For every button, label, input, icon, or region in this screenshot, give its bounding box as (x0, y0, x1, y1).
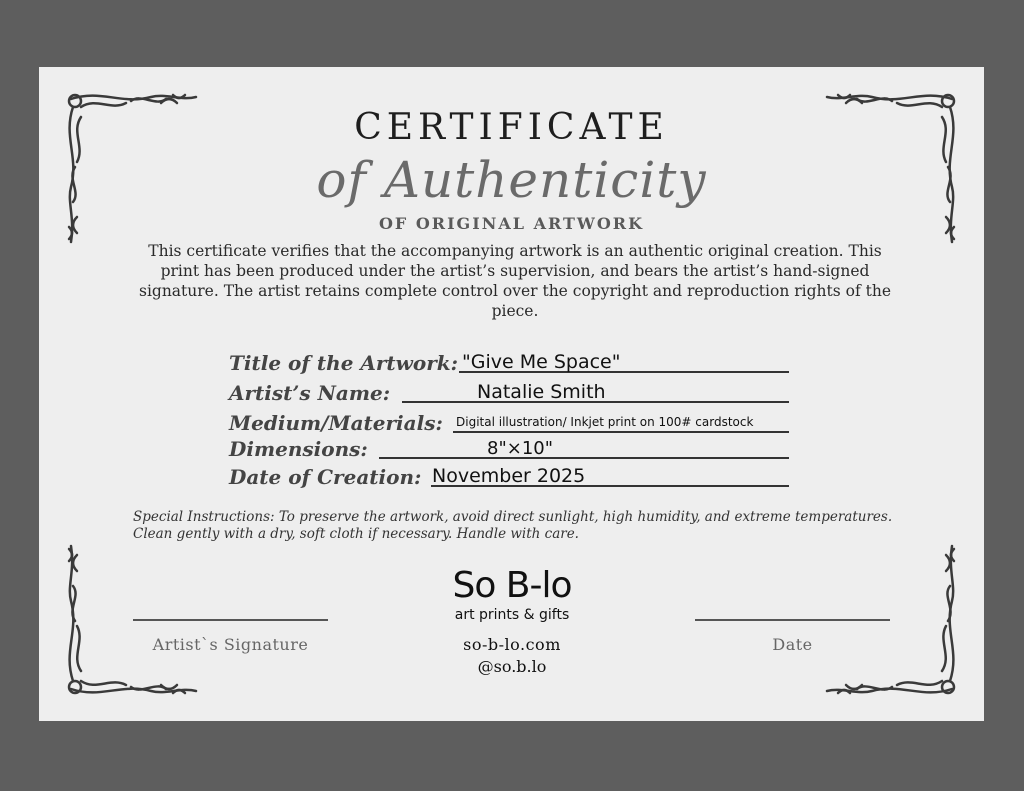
field-date-value: November 2025 (432, 465, 586, 487)
field-date (229, 463, 794, 489)
field-medium-value: Digital illustration/ Inkjet print on 100# cardstock (456, 415, 754, 429)
field-artist-value: Natalie Smith (477, 381, 606, 403)
field-title-label: Title of the Artwork: (229, 351, 459, 375)
field-dimensions-label: Dimensions: (229, 437, 368, 461)
certificate-script-title: of Authenticity (316, 151, 707, 209)
field-title-value: "Give Me Space" (462, 351, 621, 373)
field-artist-label: Artist’s Name: (229, 381, 391, 405)
field-medium-label: Medium/Materials: (229, 411, 443, 435)
brand-handle: @so.b.lo (477, 657, 547, 676)
special-instructions: Special Instructions: To preserve the artwork, avoid direct sunlight, high humidity, and extreme temperatures. Clean gently with a dry, soft cloth if necessary. Handle with care. (133, 509, 893, 542)
field-title (229, 349, 794, 375)
field-artist (229, 379, 794, 405)
brand-website: so-b-lo.com (463, 635, 561, 654)
certificate (39, 67, 984, 721)
date-signature-line (695, 619, 890, 621)
artist-signature-line (133, 619, 328, 621)
field-dimensions (229, 435, 794, 461)
brand-name: So B-lo (452, 565, 572, 606)
intro-paragraph: This certificate verifies that the accompanying artwork is an authentic original creation. This print has been produced under the artist’s supervision, and bears the artist’s hand-signed signature. The artist retains complete control over the copyright and reproduction rights of the piece. (138, 242, 891, 320)
field-dimensions-value: 8"×10" (487, 438, 553, 459)
artist-signature-label: Artist`s Signature (152, 635, 309, 654)
brand-tagline: art prints & gifts (454, 607, 570, 623)
field-dimensions-line (379, 457, 789, 459)
field-medium (229, 409, 794, 435)
field-medium-line (453, 431, 789, 433)
certificate-subtitle: OF ORIGINAL ARTWORK (378, 214, 645, 233)
date-signature-label: Date (772, 635, 813, 654)
field-date-label: Date of Creation: (229, 465, 422, 489)
certificate-title: CERTIFICATE (354, 107, 669, 148)
brand-logo (412, 567, 612, 623)
